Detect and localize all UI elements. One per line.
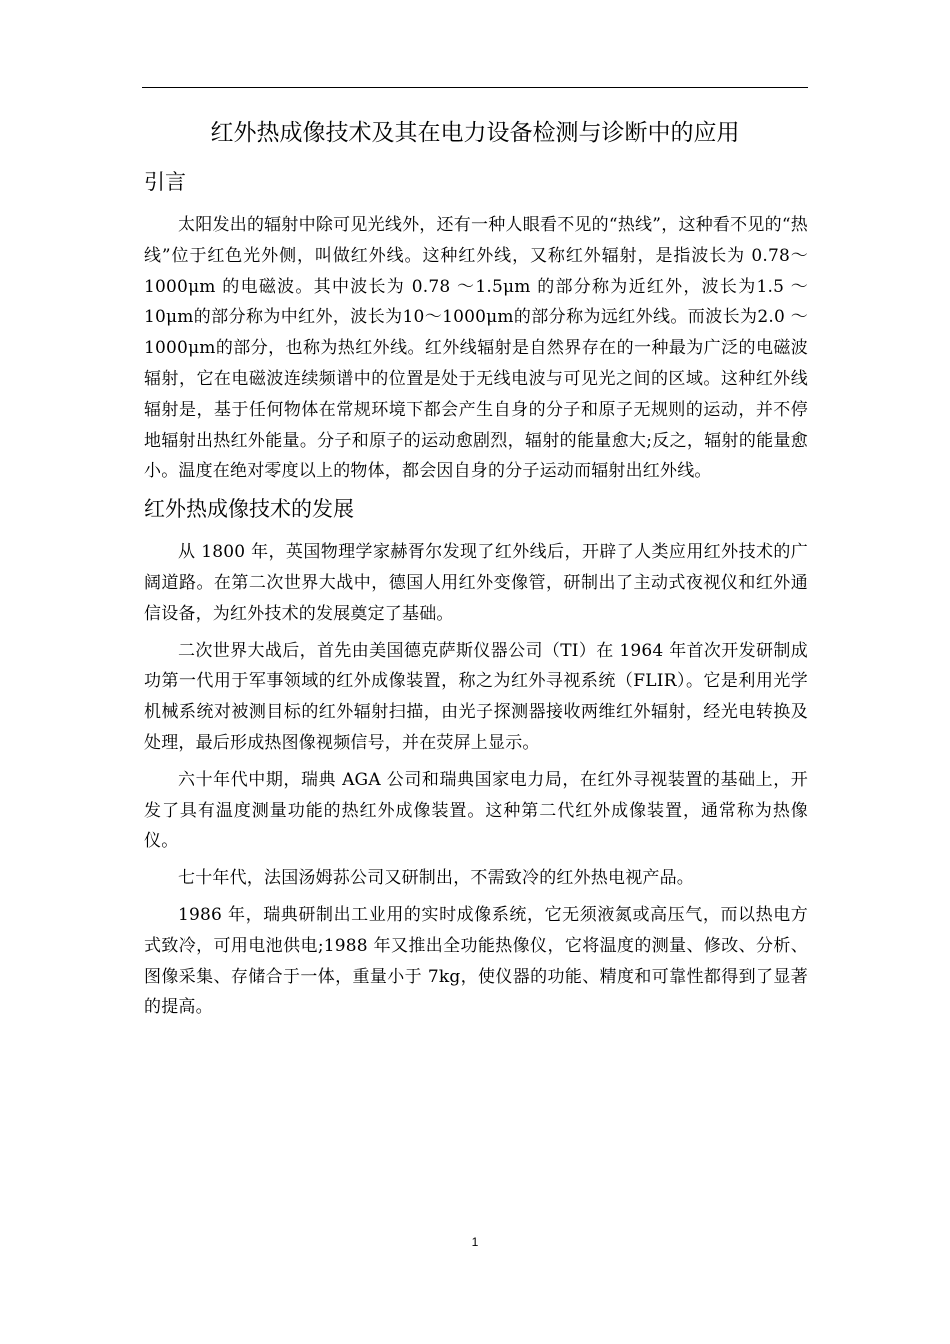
document-body — [144, 166, 808, 1023]
paragraph: 七十年代，法国汤姆荪公司又研制出，不需致冷的红外热电视产品。 — [178, 868, 694, 889]
section-heading-introduction: 引言 — [144, 170, 186, 194]
paragraph: 从 1800 年，英国物理学家赫胥尔发现了红外线后，开辟了人类应用红外技术的广阔道路。在第二次世界大战中，德国人用红外变像管，研制出了主动式夜视仪和红外通信设备，为红外技术的发展奠定了基础。 — [144, 542, 808, 624]
paragraph: 六十年代中期，瑞典 AGA 公司和瑞典国家电力局，在红外寻视装置的基础上，开发了具有温度测量功能的热红外成像装置。这种第二代红外成像装置，通常称为热像仪。 — [144, 769, 808, 852]
section-heading-development: 红外热成像技术的发展 — [144, 497, 354, 522]
page-number: 1 — [471, 1235, 479, 1249]
document-title: 红外热成像技术及其在电力设备检测与诊断中的应用 — [210, 120, 740, 146]
paragraph: 1986 年，瑞典研制出工业用的实时成像系统，它无须液氮或高压气，而以热电方式致冷，可用电池供电;1988 年又推出全功能热像仪，它将温度的测量、修改、分析、图像采集、存储合于一体，重量小于 7kg，使仪器的功能、精度和可靠性都得到了显著的提高。 — [144, 904, 808, 1018]
paragraph: 二次世界大战后，首先由美国德克萨斯仪器公司（TI）在 1964 年首次开发研制成功第一代用于军事领域的红外成像装置，称之为红外寻视系统（FLIR）。它是利用光学机械系统对被测目标的红外辐射扫描，由光子探测器接收两维红外辐射，经光电转换及处理，最后形成热图像视频信号，并在荧屏上显示。 — [144, 640, 808, 753]
header-rule — [142, 87, 808, 88]
paragraph: 太阳发出的辐射中除可见光线外，还有一种人眼看不见的“热线”，这种看不见的“热线”位于红色光外侧，叫做红外线。这种红外线，又称红外辐射，是指波长为 0.78～1000μm 的电磁波。其中波长为 0.78 ～1.5μm 的部分称为近红外，波长为1.5 ～10μm的部分称为中红外，波长为10～1000μm的部分称为远红外线。而波长为2.0 ～1000μm的部分，也称为热红外线。红外线辐射是自然界存在的一种最为广泛的电磁波辐射，它在电磁波连续频谱中的位置是处于无线电波与可见光之间的区域。这种红外线辐射是，基于任何物体在常规环境下都会产生自身的分子和原子无规则的运动，并不停地辐射出热红外能量。分子和原子的运动愈剧烈，辐射的能量愈大;反之，辐射的能量愈小。温度在绝对零度以上的物体，都会因自身的分子运动而辐射出红外线。 — [144, 215, 808, 482]
